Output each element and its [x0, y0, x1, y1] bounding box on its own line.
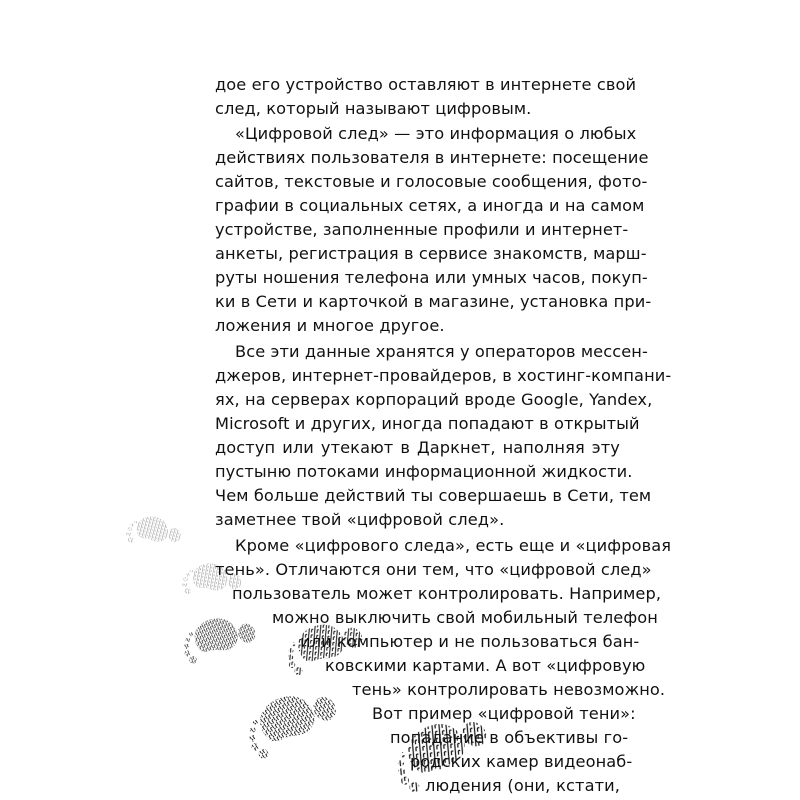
text-line: Чем больше действий ты совершаешь в Сети, тем: [215, 486, 652, 505]
text-line: попадание в объективы го-: [390, 728, 629, 747]
text-line: пустыню потоками информационной жидкости.: [215, 462, 633, 481]
text-line: Кроме «цифрового следа», есть еще и «цифровая: [235, 536, 672, 555]
text-line: графии в социальных сетях, а иногда и на самом: [215, 196, 645, 215]
text-line: людения (они, кстати,: [425, 776, 620, 795]
text-line: тень». Отличаются они тем, что «цифровой след»: [215, 560, 652, 579]
text-line: Вот пример «цифровой тени»:: [372, 704, 636, 723]
text-line: ях, на серверах корпораций вроде Google, Yandex,: [215, 390, 653, 409]
text-line: ложения и многое другое.: [215, 316, 445, 335]
text-line: «Цифровой след» — это информация о любых: [235, 124, 637, 143]
footprint: [236, 673, 340, 766]
text-line: след, который называют цифровым.: [215, 99, 532, 118]
text-line: анкеты, регистрация в сервисе знакомств, марш-: [215, 244, 647, 263]
text-line: родских камер видеонаб-: [410, 752, 633, 771]
footprint: [125, 514, 181, 546]
text-line: заметнее твой «цифровой след».: [215, 510, 505, 529]
text-line: джеров, интернет-провайдеров, в хостинг-компани-: [215, 366, 672, 385]
text-line: сайтов, текстовые и голосовые сообщения, фото-: [215, 172, 648, 191]
text-line: руты ношения телефона или умных часов, покуп-: [215, 268, 648, 287]
text-line: дое его устройство оставляют в интернете свой: [215, 75, 637, 94]
text-line: или компьютер и не пользоваться бан-: [300, 632, 640, 651]
text-line: тень» контролировать невозможно.: [352, 680, 666, 699]
text-line: ки в Сети и карточкой в магазине, установка при-: [215, 292, 652, 311]
footprint: [176, 604, 259, 669]
text-line: доступ или утекают в Даркнет, наполняя эту: [215, 438, 620, 457]
text-line: можно выключить свой мобильный телефон: [272, 608, 658, 627]
text-line: Все эти данные хранятся у операторов мессен-: [235, 342, 648, 361]
text-line: ковскими картами. А вот «цифровую: [325, 656, 646, 675]
text-line: пользователь может контролировать. Например,: [232, 584, 662, 603]
text-line: устройстве, заполненные профили и интернет-: [215, 220, 629, 239]
text-line: действиях пользователя в интернете: посещение: [215, 148, 649, 167]
text-line: Microsoft и других, иногда попадают в открытый: [215, 414, 640, 433]
